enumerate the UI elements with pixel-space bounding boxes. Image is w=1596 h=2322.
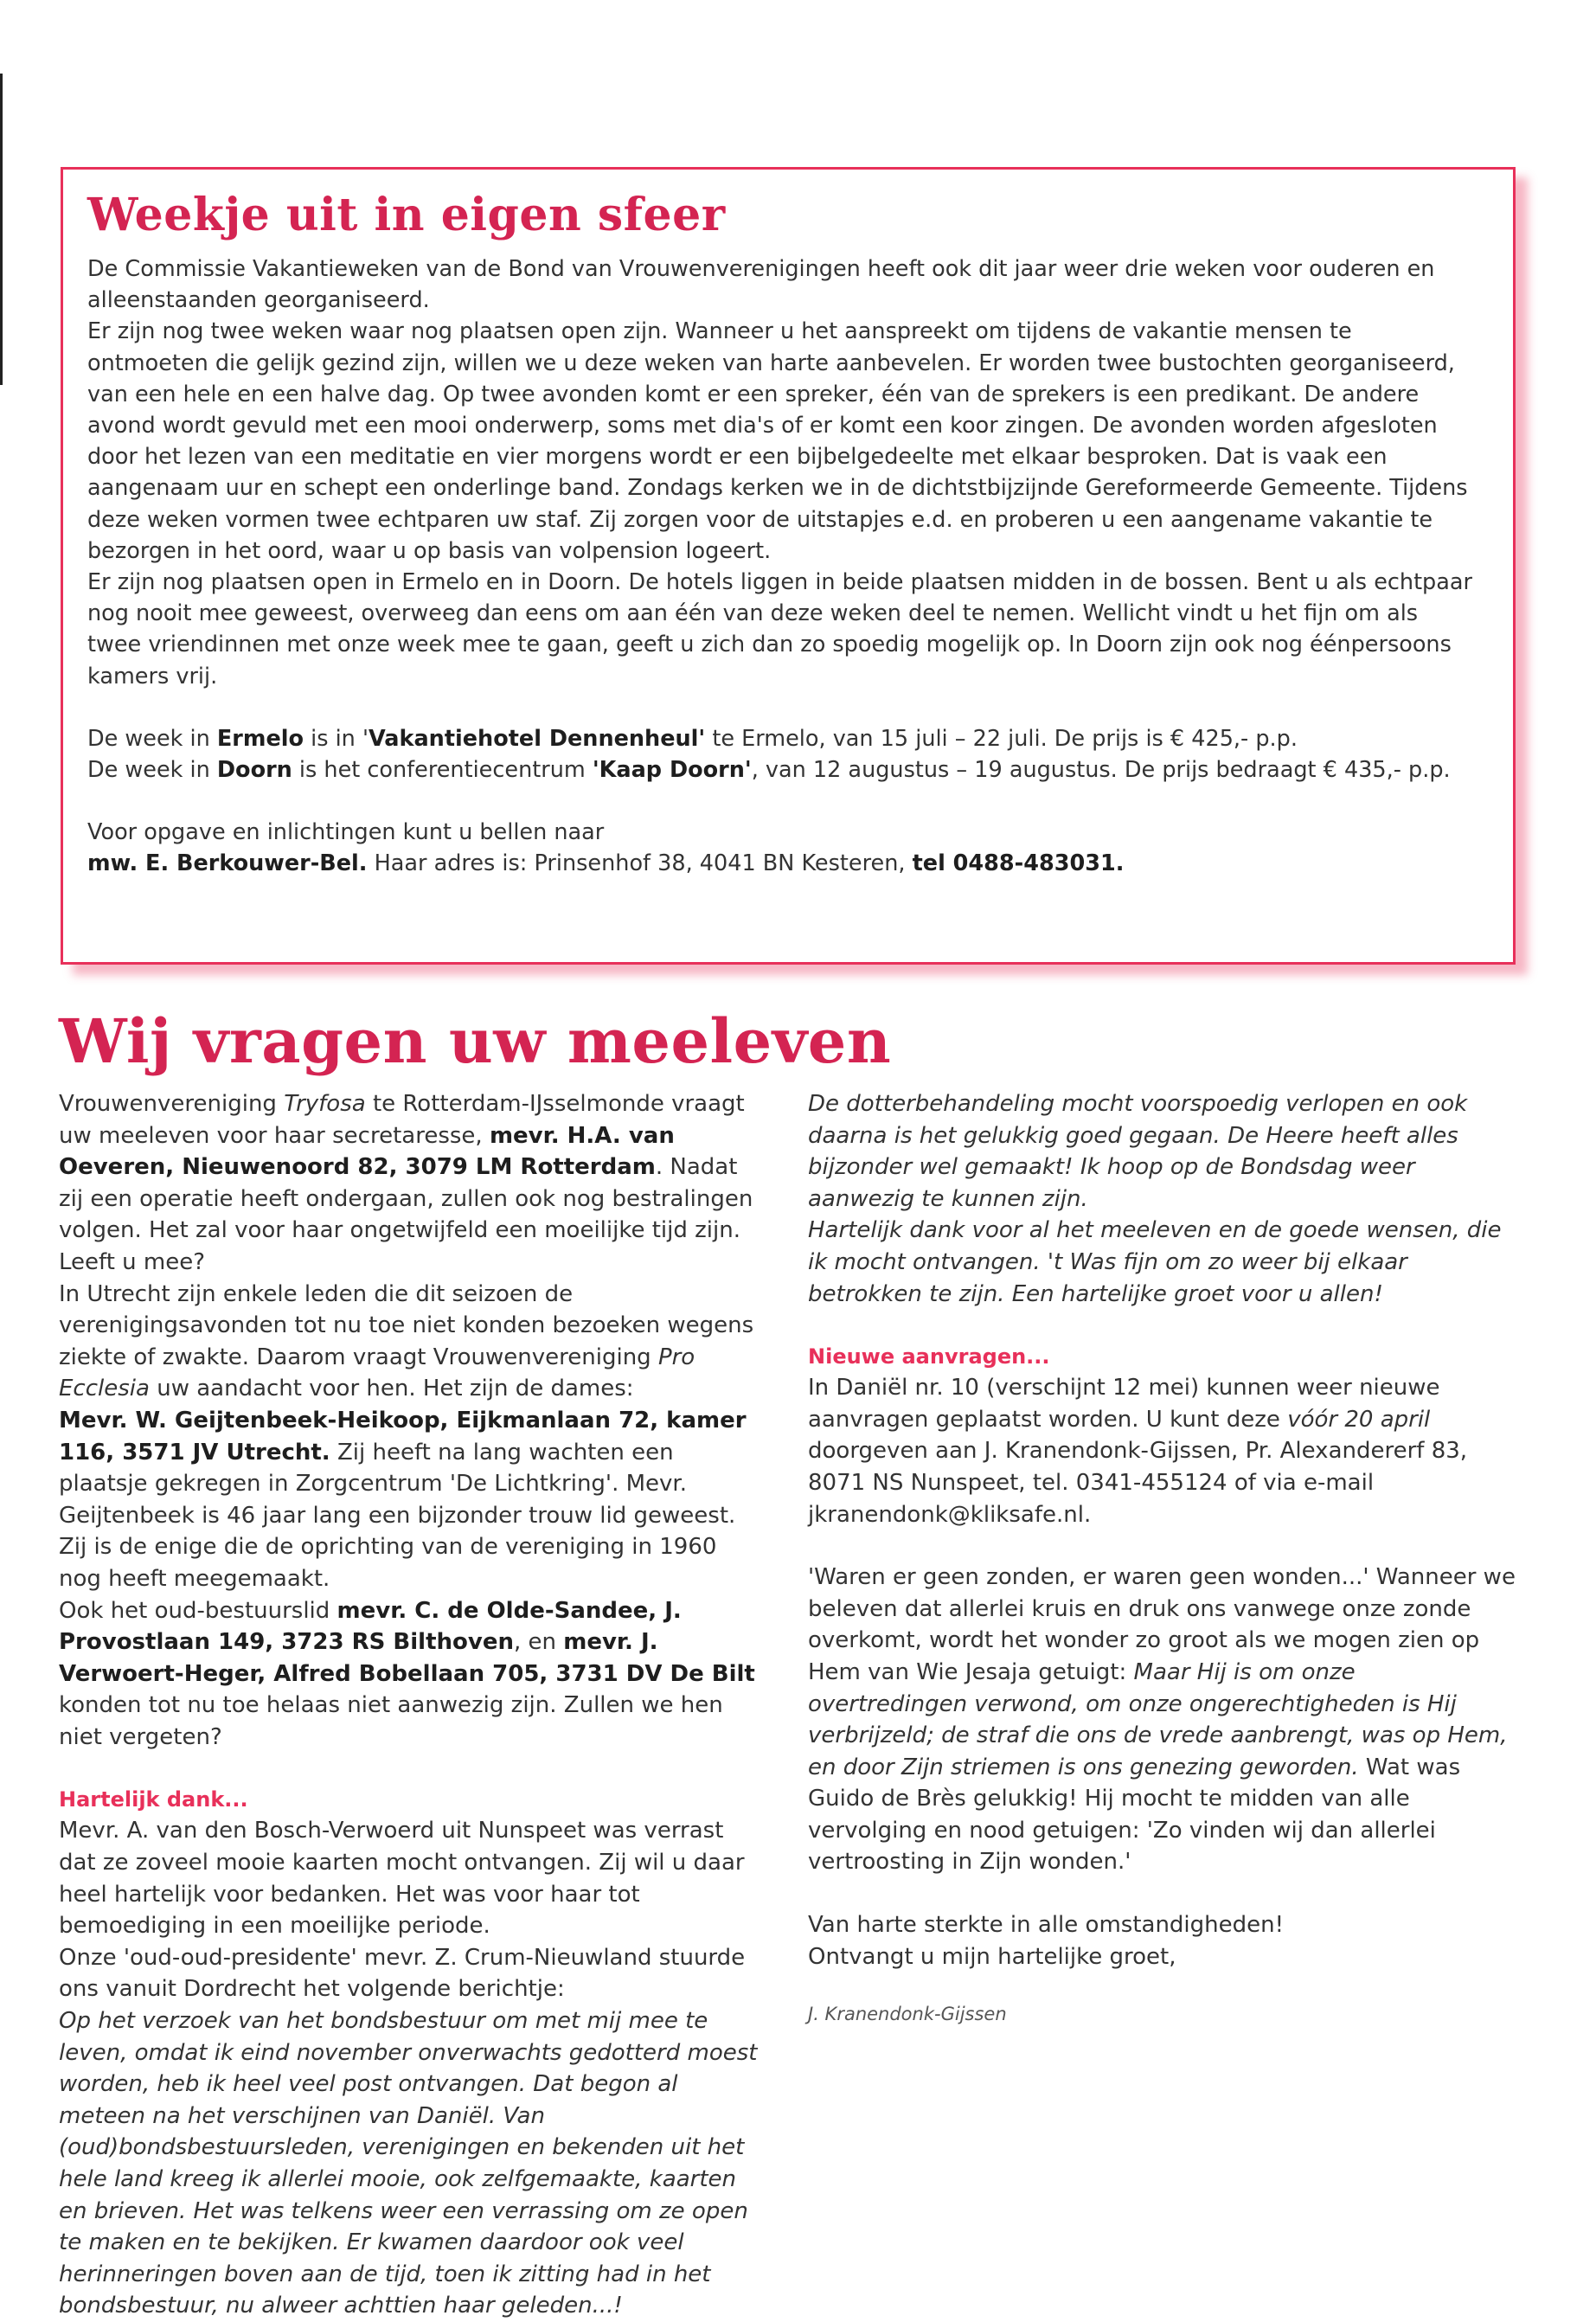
thanks-letter-part1: Op het verzoek van het bondsbestuur om met mij mee te leven, omdat ik eind november onverwachts gedotterd moest worden, heb ik heel veel post ontvangen. Dat begon al meteen na het verschijnen van Daniël. Van (oud)bondsbestuursleden, verenigingen en bekenden uit het hele land kreeg ik allerlei mooie, ook zelfgemaakte, kaarten en brieven. Het was telkens weer een verrassing om ze open te maken en te bekijken. Er kwamen daardoor ook veel herinneringen boven aan de tijd, toen ik zitting had in het bondsbestuur, nu alweer achttien haar geleden...! [59,2008,758,2319]
signature: J. Kranendonk-Gijssen [808,2004,1007,2025]
thanks-crum-intro: Onze 'oud-oud-presidente' mevr. Z. Crum-Nieuwland stuurde ons vanuit Dordrecht het volgende berichtje: [59,1944,746,2003]
box-paragraph-locations: Er zijn nog plaatsen open in Ermelo en in Doorn. De hotels liggen in beide plaatsen midden in de bossen. Bent u als echtpaar nog nooit mee geweest, overweeg dan eens om aan één van deze weken deel te nemen. Wellicht vindt u het fijn om als twee vriendinnen met onze week mee te gaan, geeft u zich dan zo spoedig mogelijk op. In Doorn zijn ook nog éénpersoons kamers vrij. [87,569,1472,690]
box-title: Weekje uit in eigen sfeer [87,189,726,241]
closing-greeting: Ontvangt u mijn hartelijke groet, [808,1943,1176,1970]
contact-intro: Voor opgave en inlichtingen kunt u bellen naar [87,819,605,846]
box-paragraph-program: Er zijn nog twee weken waar nog plaatsen open zijn. Wanneer u het aanspreekt om tijdens de vakantie mensen te ontmoeten die gelijk gezind zijn, willen we u deze weken van harte aanbevelen. Er worden twee bustochten georganiseerd, van een hele en een halve dag. Op twee avonden komt er een spreker, één van de sprekers is een predikant. De andere avond wordt gevuld met een mooi onderwerp, soms met dia's of er komt een koor zingen. De avonden worden afgesloten door het lezen van een meditatie en vier morgens wordt er een bijbelgedeelte met elkaar besproken. Dat is vaak een aangenaam uur en schept een onderlinge band. Zondags kerken we in de dichtstbijzijnde Gereformeerde Gemeente. Tijdens deze weken vormen twee echtparen uw staf. Zij zorgen voor de uitstapjes e.d. en proberen u een aangename vakantie te bezorgen in het oord, waar u op basis van volpension logeert. [87,318,1468,564]
box-paragraph-intro: De Commissie Vakantieweken van de Bond van Vrouwenverenigingen heeft ook dit jaar weer drie weken voor ouderen en alleenstaanden georganiseerd. [87,256,1435,314]
new-requests-text: In Daniël nr. 10 (verschijnt 12 mei) kunnen weer nieuwe aanvragen geplaatst worden. U kunt deze vóór 20 april doorgeven aan J. Kranendonk-Gijssen, Pr. Alexandererf 83, 8071 NS Nunspeet, tel. 0341-455124 of via e-mail jkranendonk@kliksafe.nl. [808,1375,1468,1528]
thanks-letter-part3: Hartelijk dank voor al het meeleven en de goede wensen, die ik mocht ontvangen. 't Was fijn om zo weer bij elkaar betrokken te zijn. Een hartelijke groet voor u allen! [808,1217,1502,1307]
request-geijtenbeek: Mevr. W. Geijtenbeek-Heikoop, Eijkmanlaan 72, kamer 116, 3571 JV Utrecht. Zij heeft na lang wachten een plaatsje gekregen in Zorgcentrum 'De Lichtkring'. Mevr. Geijtenbeek is 46 jaar lang een bijzonder trouw lid geweest. Zij is de enige die de oprichting van de vereniging in 1960 nog heeft meegemaakt. [59,1407,747,1592]
thanks-bosch: Mevr. A. van den Bosch-Verwoerd uit Nunspeet was verrast dat ze zoveel mooie kaarten mocht ontvangen. Zij wil u daar heel hartelijk voor bedanken. Het was voor haar tot bemoediging in een moeilijke periode. [59,1818,745,1940]
info-box [61,167,1516,965]
request-tryfosa: Vrouwenvereniging Tryfosa te Rotterdam-IJsselmonde vraagt uw meeleven voor haar secretaresse, mevr. H.A. van Oeveren, Nieuwenoord 82, 3079 LM Rotterdam. Nadat zij een operatie heeft ondergaan, zullen ook nog bestralingen volgen. Het zal voor haar ongetwijfeld een moeilijke tijd zijn. Leeft u mee? [59,1091,753,1275]
article-column-left [59,1088,760,2322]
article-title: Wij vragen uw meeleven [59,1005,892,1077]
article-column-right [808,1088,1517,2030]
ermelo-details: De week in Ermelo is in 'Vakantiehotel Dennenheul' te Ermelo, van 15 juli – 22 juli. De prijs is € 425,- p.p. [87,725,1298,752]
request-utrecht: In Utrecht zijn enkele leden die dit seizoen de verenigingsavonden tot nu toe niet konden bezoeken wegens ziekte of zwakte. Daarom vraagt Vrouwenvereniging Pro Ecclesia uw aandacht voor hen. Het zijn de dames: [59,1280,754,1402]
meditation-text: 'Waren er geen zonden, er waren geen wonden...' Wanneer we beleven dat allerlei kruis en druk ons vanwege onze zonde overkomt, wordt het wonder zo groot als we mogen zien op Hem van Wie Jesaja getuigt: Maar Hij is om onze overtredingen verwond, om onze ongerechtigheden is Hij verbrijzeld; de straf die ons de vrede aanbrengt, was op Hem, en door Zijn striemen is ons genezing geworden. Wat was Guido de Brès gelukkig! Hij mocht te midden van alle vervolging en nood getuigen: 'Zo vinden wij dan allerlei vertroosting in Zijn wonden.' [808,1564,1516,1876]
heading-new-requests: Nieuwe aanvragen... [808,1344,1050,1369]
margin-rule [0,74,3,385]
doorn-details: De week in Doorn is het conferentiecentrum 'Kaap Doorn', van 12 augustus – 19 augustus. De prijs bedraagt € 435,- p.p. [87,757,1451,784]
heading-thanks: Hartelijk dank... [59,1787,248,1812]
closing-wishes: Van harte sterkte in alle omstandigheden! [808,1912,1285,1939]
thanks-letter-part2: De dotterbehandeling mocht voorspoedig verlopen en ook daarna is het gelukkig goed gegaan. De Heere heeft alles bijzonder wel gemaakt! Ik hoop op de Bondsdag weer aanwezig te kunnen zijn. [808,1091,1468,1212]
contact-details: mw. E. Berkouwer-Bel. Haar adres is: Prinsenhof 38, 4041 BN Kesteren, tel 0488-483031. [87,850,1125,877]
request-bilthoven: Ook het oud-bestuurslid mevr. C. de Olde-Sandee, J. Provostlaan 149, 3723 RS Bilthoven, en mevr. J. Verwoert-Heger, Alfred Bobellaan 705, 3731 DV De Bilt konden tot nu toe helaas niet aanwezig zijn. Zullen we hen niet vergeten? [59,1597,755,1750]
